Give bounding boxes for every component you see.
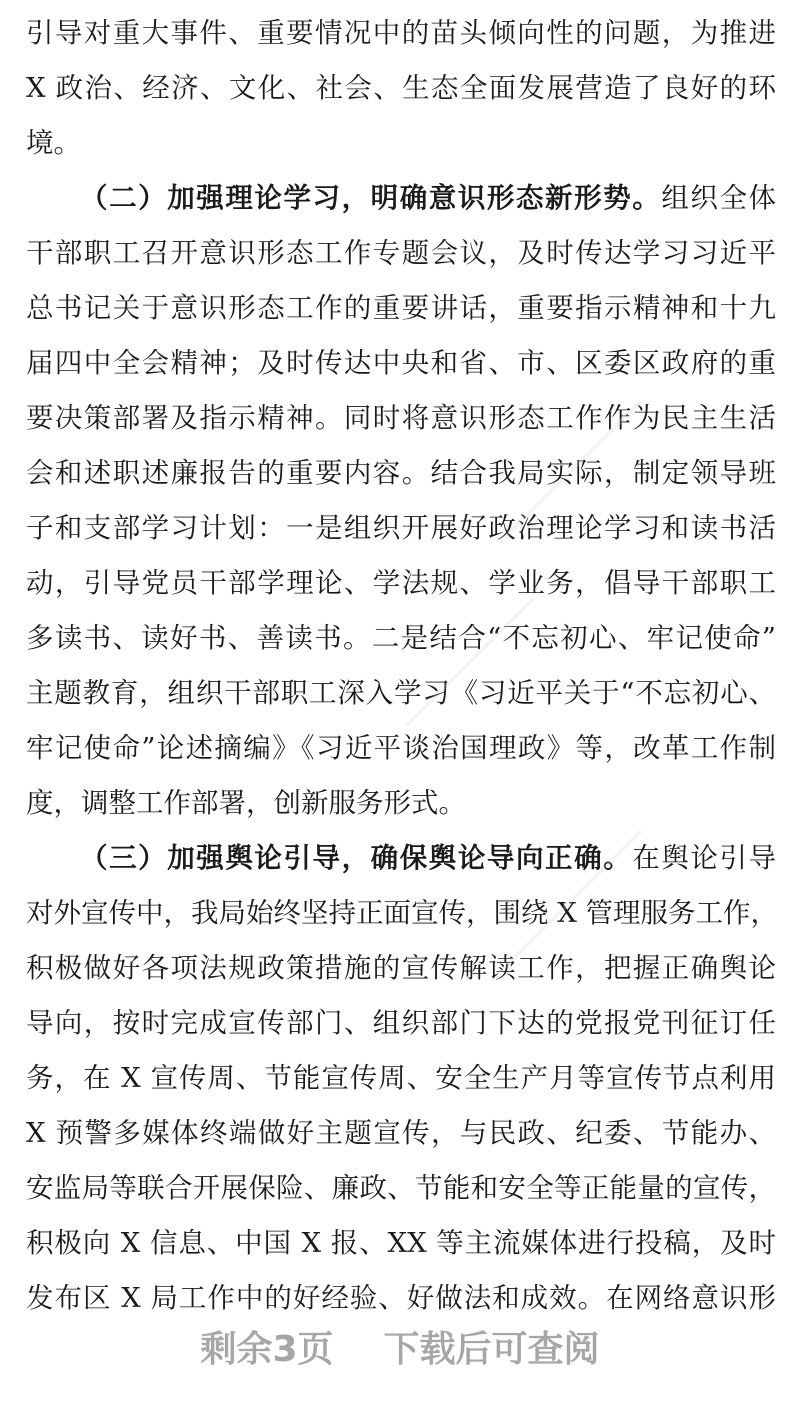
download-prompt-banner[interactable]: [0, 1325, 800, 1375]
body-text-line: 总书记关于意识形态工作的重要讲话，重要指示精神和十九: [26, 292, 776, 324]
body-text-line: 子和支部学习计划：一是组织开展好政治理论学习和读书活: [26, 512, 776, 544]
body-text-line: 动，引导党员干部学理论、学法规、学业务，倡导干部职工: [26, 567, 776, 599]
body-text-line: 引导对重大事件、重要情况中的苗头倾向性的问题，为推进: [26, 17, 776, 49]
body-text-line: 多读书、读好书、善读书。二是结合“不忘初心、牢记使命”: [26, 622, 776, 654]
download-to-view-label: 下载后可查阅: [383, 1329, 600, 1370]
body-text-line: 会和述职述廉报告的重要内容。结合我局实际，制定领导班: [26, 457, 776, 489]
section-3-heading: （三）加强舆论引导，确保舆论导向正确。: [80, 842, 633, 874]
body-text-line: 导向，按时完成宣传部门、组织部门下达的党报党刊征订任: [26, 1007, 776, 1039]
body-text-line: 要决策部署及指示精神。同时将意识形态工作作为民主生活: [26, 402, 776, 434]
body-text-line: 主题教育，组织干部职工深入学习《习近平关于“不忘初心、: [26, 677, 776, 709]
section-3-heading-line: [80, 838, 776, 878]
body-text-line: X 预警多媒体终端做好主题宣传，与民政、纪委、节能办、: [26, 1117, 776, 1149]
body-text-span: 组织全体: [661, 182, 777, 214]
body-text-line: X 政治、经济、文化、社会、生态全面发展营造了良好的环: [26, 72, 776, 104]
body-text-span: 在舆论引导: [632, 842, 777, 874]
body-text-line: 安监局等联合开展保险、廉政、节能和安全等正能量的宣传，: [26, 1172, 776, 1204]
section-2-heading: （二）加强理论学习，明确意识形态新形势。: [80, 182, 662, 214]
body-text-line: 发布区 X 局工作中的好经验、好做法和成效。在网络意识形: [26, 1282, 776, 1314]
body-text-line: 积极做好各项法规政策措施的宣传解读工作，把握正确舆论: [26, 952, 776, 984]
body-text-line: 届四中全会精神；及时传达中央和省、市、区委区政府的重: [26, 347, 776, 379]
body-text-line: 对外宣传中，我局始终坚持正面宣传，围绕 X 管理服务工作，: [26, 897, 779, 929]
remaining-pages-label: 剩余3页: [200, 1329, 334, 1370]
body-text-line: 干部职工召开意识形态工作专题会议，及时传达学习习近平: [26, 237, 776, 269]
section-2-heading-line: [80, 178, 776, 218]
body-text-line: 务，在 X 宣传周、节能宣传周、安全生产月等宣传节点利用: [26, 1062, 776, 1094]
body-text-line: 度，调整工作部署，创新服务形式。: [26, 787, 466, 819]
body-text-line: 牢记使命”论述摘编》《习近平谈治国理政》等，改革工作制: [26, 732, 776, 764]
body-text-line: 积极向 X 信息、中国 X 报、XX 等主流媒体进行投稿，及时: [26, 1227, 776, 1259]
body-text-line: 境。: [26, 127, 81, 159]
